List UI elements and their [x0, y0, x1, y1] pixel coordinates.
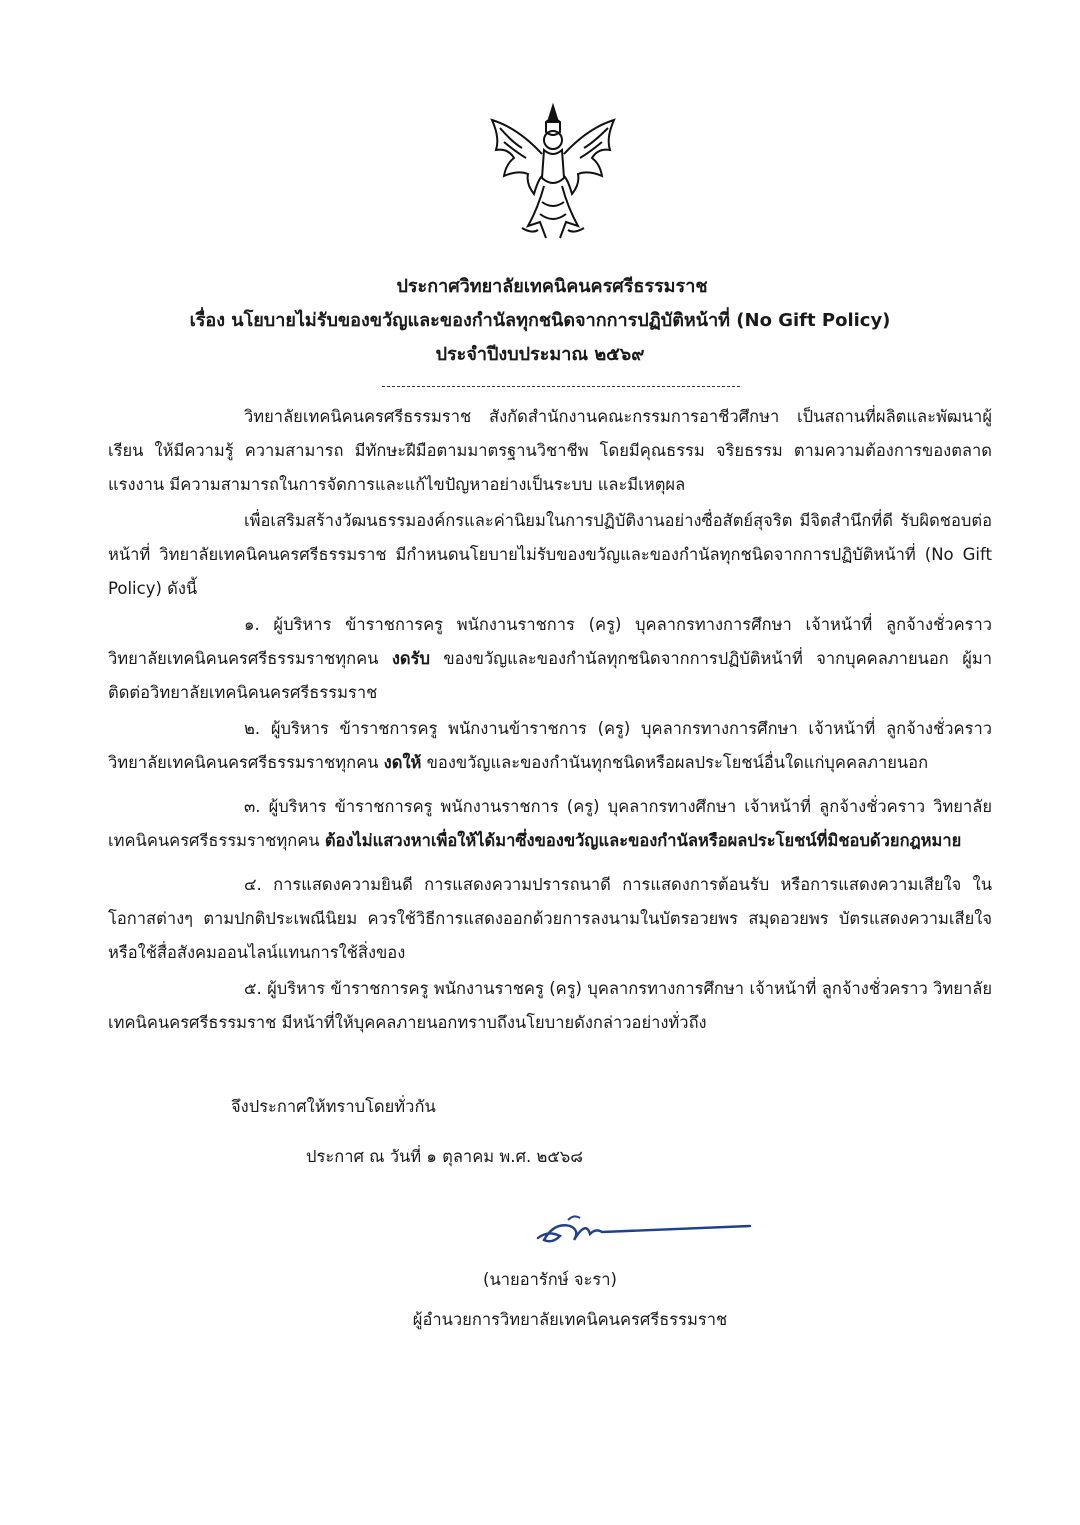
- intro-paragraph: วิทยาลัยเทคนิคนครศรีธรรมราช สังกัดสำนักงานคณะกรรมการอาชีวศึกษา เป็นสถานที่ผลิตและพัฒนาผู้เรียน ให้มีความรู้ ความสามารถ มีทักษะฝีมือตามมาตรฐานวิชาชีพ โดยมีคุณธรรม จริยธรรม ตามความต้องการของตลาดแรงงาน มีความสามารถในการจัดการและแก้ไขปัญหาอย่างเป็นระบบ และมีเหตุผล: [108, 407, 992, 494]
- announcement-header: [0, 270, 1080, 372]
- announcement-date: ประกาศ ณ วันที่ ๑ ตุลาคม พ.ศ. ๒๕๖๘: [306, 1147, 584, 1166]
- announcement-subject: เรื่อง นโยบายไม่รับของขวัญและของกำนัลทุกชนิดจากการปฏิบัติหน้าที่ (No Gift Policy): [189, 310, 891, 331]
- policy-item-4: ๔. การแสดงความยินดี การแสดงความปรารถนาดี การแสดงการต้อนรับ หรือการแสดงความเสียใจ ในโอกาสต่างๆ ตามปกติประเพณีนิยม ควรใช้วิธีการแสดงออกด้วยการลงนามในบัตรอวยพร สมุดอวยพร บัตรแสดงความเสียใจ หรือใช้สื่อสังคมออนไลน์แทนการใช้สิ่งของ: [108, 875, 992, 962]
- signer-name: (นายอารักษ์ จะรา): [483, 1270, 617, 1289]
- garuda-emblem-icon: [478, 98, 628, 248]
- announcement-body: [108, 400, 992, 1042]
- policy-item-1: ๑. ผู้บริหาร ข้าราชการครู พนักงานราชการ (ครู) บุคลากรทางการศึกษา เจ้าหน้าที่ ลูกจ้างชั่วคราว วิทยาลัยเทคนิคนครศรีธรรมราชทุกคน งดรับ ของขวัญและของกำนัลทุกชนิดจากการปฏิบัติหน้าที่ จากบุคคลภายนอก ผู้มาติดต่อวิทยาลัยเทคนิคนครศรีธรรมราช: [108, 615, 992, 702]
- announcement-title: ประกาศวิทยาลัยเทคนิคนครศรีธรรมราช: [396, 276, 708, 297]
- fiscal-year-line: ประจำปีงบประมาณ ๒๕๖๙: [435, 344, 645, 365]
- signer-title: ผู้อำนวยการวิทยาลัยเทคนิคนครศรีธรรมราช: [412, 1310, 728, 1329]
- closing-line: จึงประกาศให้ทราบโดยทั่วกัน: [231, 1097, 436, 1116]
- header-divider: [382, 386, 740, 387]
- policy-item-3: ๓. ผู้บริหาร ข้าราชการครู พนักงานราชการ (ครู) บุคลากรทางศึกษา เจ้าหน้าที่ ลูกจ้างชั่วคราว วิทยาลัยเทคนิคนครศรีธรรมราชทุกคน ต้องไม่แสวงหาเพื่อให้ได้มาซึ่งของขวัญและของกำนัลหรือผลประโยชน์ที่มิชอบด้วยกฎหมาย: [108, 797, 992, 850]
- policy-item-2: ๒. ผู้บริหาร ข้าราชการครู พนักงานข้าราชการ (ครู) บุคลากรทางการศึกษา เจ้าหน้าที่ ลูกจ้างชั่วคราว วิทยาลัยเทคนิคนครศรีธรรมราชทุกคน งดให้ ของขวัญและของกำนันทุกชนิดหรือผลประโยชน์อื่นใดแก่บุคคลภายนอก: [108, 719, 992, 772]
- policy-item-5: ๕. ผู้บริหาร ข้าราชการครู พนักงานราชครู (ครู) บุคลากรทางการศึกษา เจ้าหน้าที่ ลูกจ้างชั่วคราว วิทยาลัยเทคนิคนครศรีธรรมราช มีหน้าที่ให้บุคคลภายนอกทราบถึงนโยบายดังกล่าวอย่างทั่วถึง: [108, 979, 992, 1032]
- signature-icon: [530, 1200, 760, 1260]
- policy-statement-paragraph: เพื่อเสริมสร้างวัฒนธรรมองค์กรและค่านิยมในการปฏิบัติงานอย่างซื่อสัตย์สุจริต มีจิตสำนึกที่ดี รับผิดชอบต่อหน้าที่ วิทยาลัยเทคนิคนครศรีธรรมราช มีกำหนดนโยบายไม่รับของขวัญและของกำนัลทุกชนิดจากการปฏิบัติหน้าที่ (No Gift Policy) ดังนี้: [108, 511, 992, 598]
